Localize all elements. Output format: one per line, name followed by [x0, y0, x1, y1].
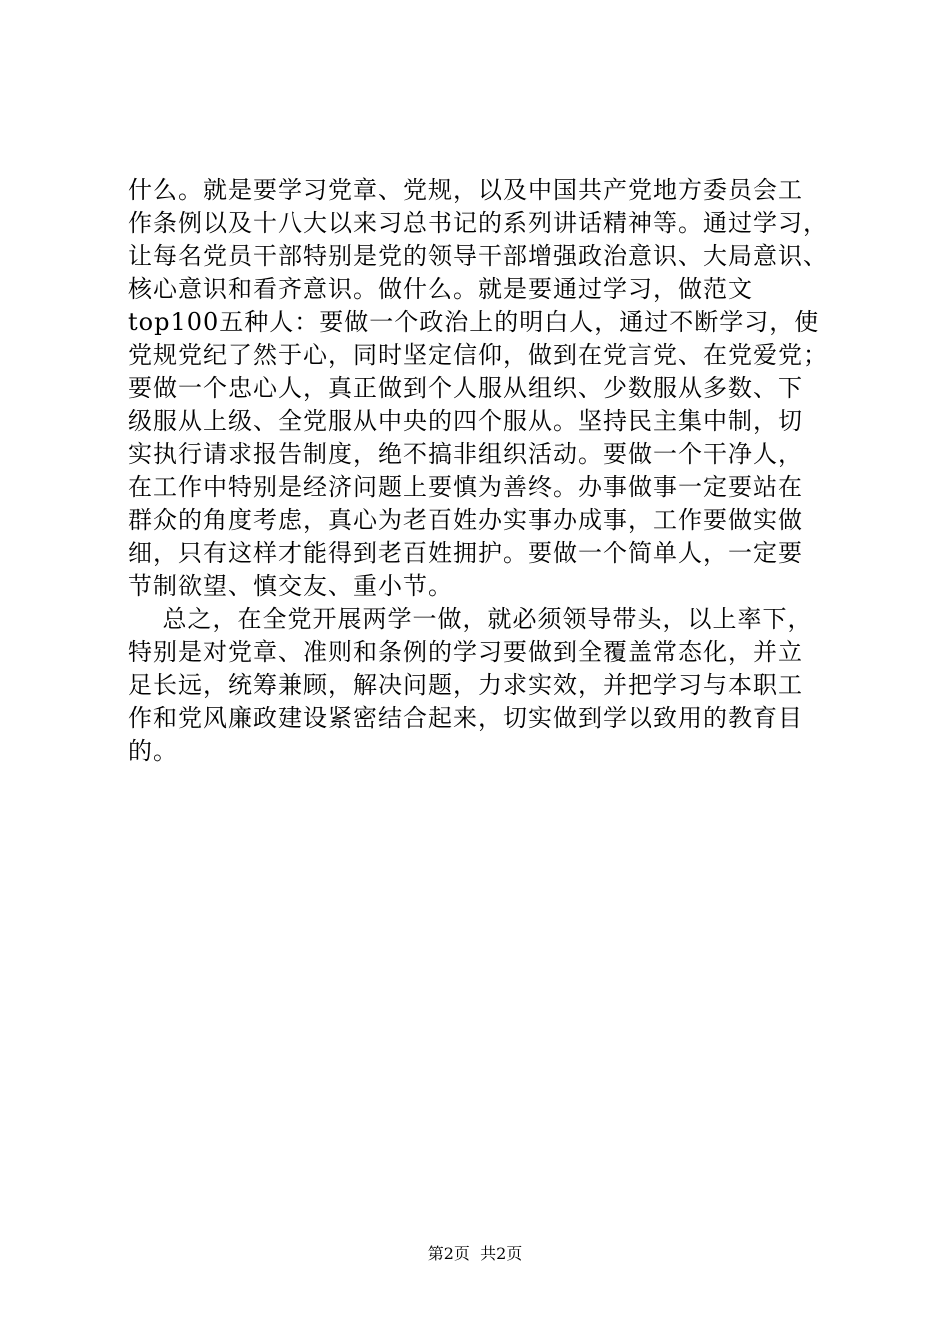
text-line: 总之，在全党开展两学一做，就必须领导带头，以上率下， [128, 605, 813, 633]
text-line: 节制欲望、慎交友、重小节。 [128, 572, 453, 600]
text-line: 群众的角度考虑，真心为老百姓办实事办成事，工作要做实做 [128, 506, 803, 534]
text-line: 让每名党员干部特别是党的领导干部增强政治意识、大局意识、 [128, 242, 828, 270]
text-line: 作和党风廉政建设紧密结合起来，切实做到学以致用的教育目 [128, 704, 803, 732]
document-body [128, 174, 834, 768]
text-line: 细，只有这样才能得到老百姓拥护。要做一个简单人，一定要 [128, 539, 803, 567]
text-line: 党规党纪了然于心，同时坚定信仰，做到在党言党、在党爱党； [128, 341, 828, 369]
page-footer [0, 1242, 950, 1266]
text-line: 在工作中特别是经济问题上要慎为善终。办事做事一定要站在 [128, 473, 803, 501]
text-line: 级服从上级、全党服从中央的四个服从。坚持民主集中制，切 [128, 407, 803, 435]
text-line: 的。 [128, 737, 178, 765]
text-line: top100五种人：要做一个政治上的明白人，通过不断学习，使 [128, 308, 820, 336]
text-line: 核心意识和看齐意识。做什么。就是要通过学习，做范文 [128, 275, 753, 303]
text-line: 什么。就是要学习党章、党规，以及中国共产党地方委员会工 [128, 176, 803, 204]
text-line: 要做一个忠心人，真正做到个人服从组织、少数服从多数、下 [128, 374, 803, 402]
page-number-label: 第2页 共2页 [427, 1244, 523, 1263]
text-line: 足长远，统筹兼顾，解决问题，力求实效，并把学习与本职工 [128, 671, 803, 699]
text-line: 特别是对党章、准则和条例的学习要做到全覆盖常态化，并立 [128, 638, 803, 666]
text-line: 作条例以及十八大以来习总书记的系列讲话精神等。通过学习， [128, 209, 828, 237]
text-line: 实执行请求报告制度，绝不搞非组织活动。要做一个干净人， [128, 440, 803, 468]
